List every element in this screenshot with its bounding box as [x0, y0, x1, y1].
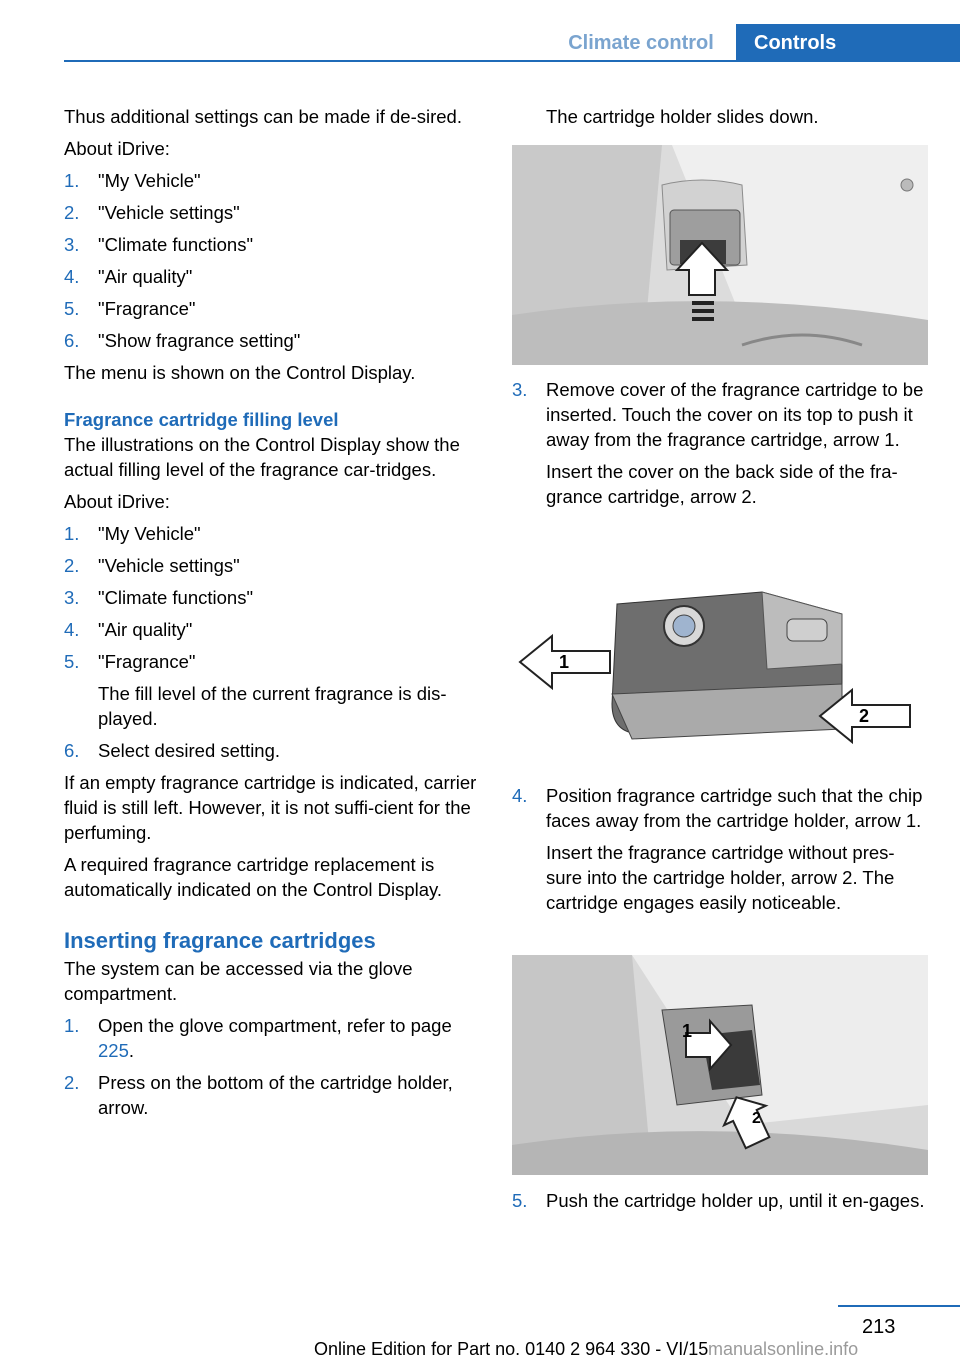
list-item: 4. "Air quality": [64, 619, 193, 640]
left-column: [64, 104, 484, 1127]
filling-level-text: The illustrations on the Control Display show the actual filling level of the fragrance car‐tridges.: [64, 434, 460, 480]
list-item-note: The fill level of the current fragrance is dis‐played.: [98, 683, 447, 729]
list-item: 6. "Show fragrance setting": [64, 330, 301, 351]
list-item: 1. "My Vehicle": [64, 170, 201, 191]
inserting-intro: The system can be accessed via the glove compartment.: [64, 958, 413, 1004]
step-item: 3. Remove cover of the fragrance cartridge to be inserted. Touch the cover on its top to push it away from the fragrance cartridge, arrow 1. Insert the cover on the back side of the fra‐grance cartridge, arrow 2.: [512, 377, 930, 509]
list-item: 2. "Vehicle settings": [64, 555, 240, 576]
glove-compartment-figure: [512, 145, 928, 365]
idrive-menu-list: [64, 521, 484, 763]
list-item: 4. "Air quality": [64, 266, 193, 287]
fragrance-cartridge-illustration: [512, 574, 928, 754]
list-item: 6. Select desired setting.: [64, 740, 281, 761]
list-item: 3. "Climate functions": [64, 234, 254, 255]
filling-level-heading: Fragrance cartridge filling level: [64, 409, 339, 430]
header-rule: [64, 60, 960, 62]
step-4-block: [512, 783, 930, 922]
arrow-1-label: 1: [559, 652, 570, 672]
step-5-block: [512, 1188, 930, 1220]
page-link[interactable]: 225: [98, 1040, 129, 1061]
step-item: 2. Press on the bottom of the cartridge holder, arrow.: [64, 1072, 453, 1118]
list-item: 5. "Fragrance": [64, 298, 196, 319]
footer-watermark: manualsonline.info: [708, 1339, 859, 1359]
cartridge-positioning-illustration: [512, 955, 928, 1175]
list-item: 2. "Vehicle settings": [64, 202, 240, 223]
fragrance-cartridge-figure: [512, 574, 928, 754]
step-note: Insert the cover on the back side of the fra‐grance cartridge, arrow 2.: [546, 461, 898, 507]
replacement-note: A required fragrance cartridge replacement is automatically indicated on the Control Display.: [64, 854, 443, 900]
idrive-label: About iDrive:: [64, 491, 170, 512]
list-item: 5. "Fragrance" The fill level of the current fragrance is dis‐played.: [64, 649, 484, 731]
page-number: 213: [862, 1316, 896, 1338]
step-item: 4. Position fragrance cartridge such that the chip faces away from the cartridge holder, arrow 1. Insert the fragrance cartridge without pres‐sure into the cartridge holder, arrow 2. The cartridge engages easily noticeable.: [512, 783, 930, 915]
list-item: 1. "My Vehicle": [64, 523, 201, 544]
inserting-heading: Inserting fragrance cartridges: [64, 928, 376, 953]
step-item: 5. Push the cartridge holder up, until it en‐gages.: [512, 1190, 925, 1211]
cartridge-positioning-figure: [512, 955, 928, 1175]
header-chapter-label: Controls: [754, 32, 837, 54]
idrive-label: About iDrive:: [64, 138, 170, 159]
inserting-steps: [64, 1013, 484, 1120]
footer-rule: [838, 1305, 960, 1307]
intro-line: Thus additional settings can be made if de‐sired.: [64, 106, 462, 127]
arrow-1-label: 1: [682, 1021, 693, 1041]
arrow-2-label: 2: [752, 1110, 761, 1127]
arrow-2-label: 2: [859, 706, 870, 726]
idrive-menu-list: [64, 168, 484, 353]
header-chapter-tab: [736, 24, 960, 61]
step-item: 1. Open the glove compartment, refer to page 225.: [64, 1015, 452, 1061]
step-3-block: [512, 377, 930, 516]
glove-compartment-illustration: [512, 145, 928, 365]
empty-cartridge-note: If an empty fragrance cartridge is indicated, carrier fluid is still left. However, it is not suffi‐cient for the perfuming.: [64, 772, 477, 843]
footer-edition-text: Online Edition for Part no. 0140 2 964 330 - VI/15: [314, 1339, 709, 1359]
list-item: 3. "Climate functions": [64, 587, 254, 608]
slides-down-text: The cartridge holder slides down.: [546, 106, 819, 127]
step-note: Insert the fragrance cartridge without pres‐sure into the cartridge holder, arrow 2. The cartridge engages easily noticeable.: [546, 842, 895, 913]
right-column: [546, 104, 930, 136]
header-section-tab: Climate control: [568, 32, 714, 54]
menu-note: The menu is shown on the Control Display.: [64, 362, 416, 383]
